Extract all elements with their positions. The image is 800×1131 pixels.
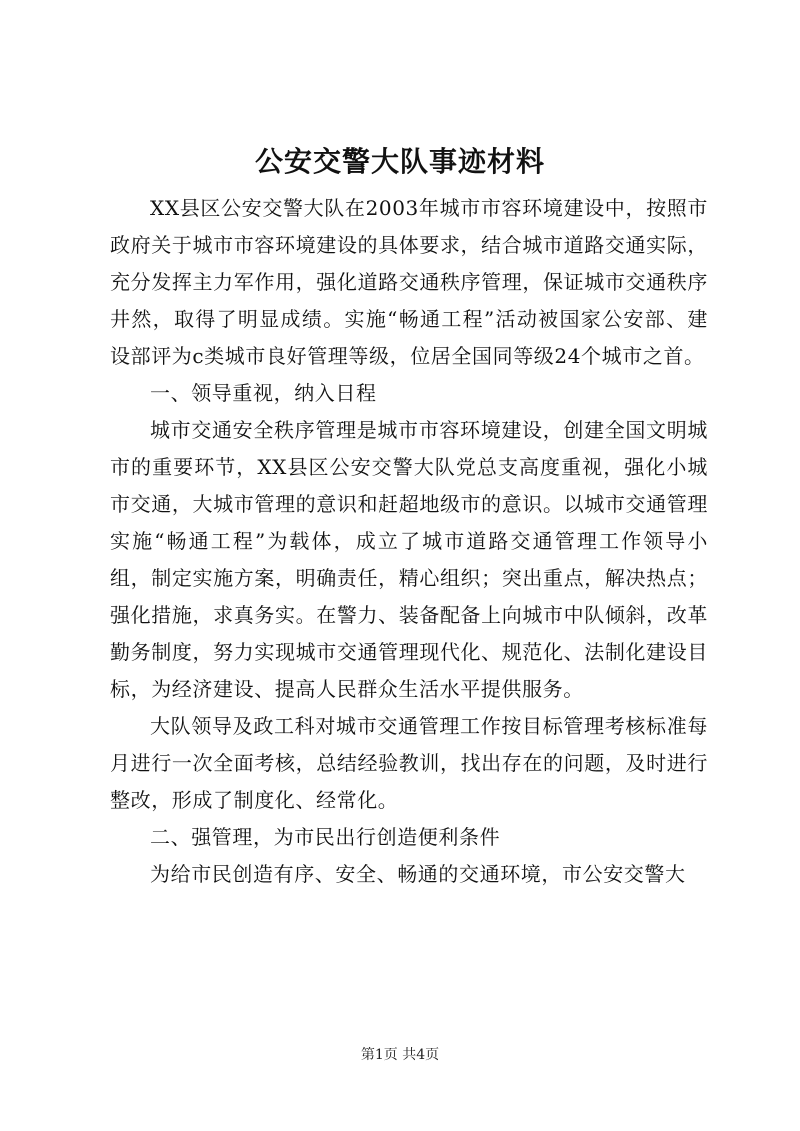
paragraph-intro: XX县区公安交警大队在2003年城市市容环境建设中，按照市政府关于城市市容环境建设的具体要求，结合城市道路交通实际，充分发挥主力军作用，强化道路交通秩序管理，保证城市交通秩序井然，取得了明显成绩。实施“畅通工程”活动被国家公安部、建设部评为c类城市良好管理等级，位居全国同等级24个城市之首。 [110, 196, 708, 368]
paragraph-assessment: 大队领导及政工科对城市交通管理工作按目标管理考核标准每月进行一次全面考核，总结经验教训，找出存在的问题，及时进行整改，形成了制度化、经常化。 [110, 714, 708, 812]
section-heading-2: 二、强管理，为市民出行创造便利条件 [150, 825, 501, 849]
document-title: 公安交警大队事迹材料 [254, 145, 545, 178]
document-body [110, 190, 708, 893]
paragraph-section-1: 城市交通安全秩序管理是城市市容环境建设，创建全国文明城市的重要环节，XX县区公安交警大队党总支高度重视，强化小城市交通，大城市管理的意识和赶超地级市的意识。以城市交通管理实施“畅通工程”为载体，成立了城市道路交通管理工作领导小组，制定实施方案，明确责任，精心组织；突出重点，解决热点；强化措施，求真务实。在警力、装备配备上向城市中队倾斜，改革勤务制度，努力实现城市交通管理现代化、规范化、法制化建设目标，为经济建设、提高人民群众生活水平提供服务。 [110, 418, 708, 701]
page-number-footer: 第1页 共4页 [360, 1047, 440, 1063]
section-heading-1: 一、领导重视，纳入日程 [150, 381, 377, 405]
paragraph-section-2: 为给市民创造有序、安全、畅通的交通环境，市公安交警大 [150, 862, 686, 886]
